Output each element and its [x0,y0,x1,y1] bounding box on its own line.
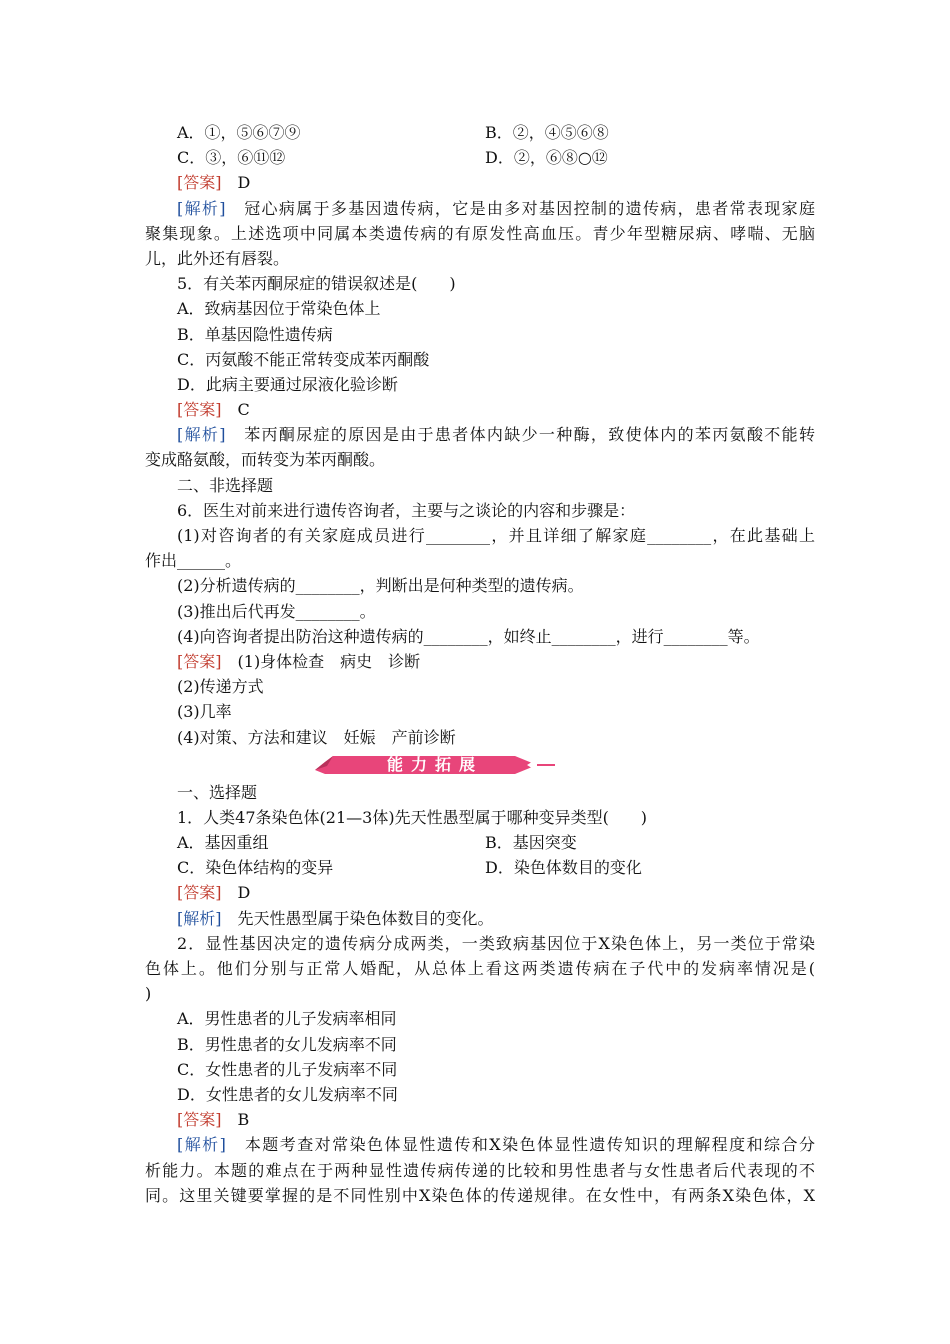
option-a: A．男性患者的儿子发病率相同 [177,1009,397,1029]
answer-line [145,397,815,422]
answer-value: C [237,400,250,420]
option-row [145,855,815,880]
answer-line: (2)传递方式 [177,677,264,697]
option-a: A．①，⑤⑥⑦⑨ [177,123,301,142]
section-title: 一、选择题 [177,782,258,802]
option-b: B．②，④⑤⑥⑧ [485,123,609,142]
analysis-line: 析能力。本题的难点在于两种显性遗传病传递的比较和男性患者与女性患者后代表现的不 [145,1160,815,1180]
question-item: (2)分析遗传病的________，判断出是何种类型的遗传病。 [177,576,584,596]
analysis-text: 本题考查对常染色体显性遗传和X染色体显性遗传知识的理解程度和综合分 [244,1135,815,1155]
question-stem: 2．显性基因决定的遗传病分成两类，一类致病基因位于X染色体上，另一类位于常染 [177,933,815,953]
analysis-tag: [解析] [177,198,226,218]
answer-line [145,170,815,195]
section-banner [145,750,815,780]
answer-tag: [答案] [177,651,222,671]
option-d: D．②，⑥⑧○⑫ [485,148,608,168]
answer-line: (3)几率 [177,702,232,722]
question-stem: 1．人类47条染色体(21—3体)先天性愚型属于哪种变异类型( ) [177,807,648,827]
answer-tag: [答案] [177,400,222,420]
banner-title: 能力拓展 [386,754,483,774]
analysis-text: 冠心病属于多基因遗传病，它是由多对基因控制的遗传病，患者常表现家庭 [244,198,815,218]
answer-value: (1)身体检查 病史 诊断 [237,651,421,671]
option-row [145,120,815,145]
option-d: D．女性患者的女儿发病率不同 [177,1084,398,1104]
analysis-line: 聚集现象。上述选项中同属本类遗传病的有原发性高血压。青少年型糖尿病、哮喘、无脑 [145,223,815,243]
analysis-line: 变成酪氨酸，而转变为苯丙酮酸。 [145,450,386,470]
answer-tag: [答案] [177,883,222,903]
option-b: B．男性患者的女儿发病率不同 [177,1034,397,1054]
option-a: A．基因重组 [177,833,269,853]
question-stem: 色体上。他们分别与正常人婚配，从总体上看这两类遗传病在子代中的发病率情况是( [145,959,815,978]
option-d: D．此病主要通过尿液化验诊断 [177,374,398,394]
answer-value: D [237,883,251,903]
option-row [145,145,815,170]
answer-value: D [237,173,251,193]
answer-tag: [答案] [177,1110,222,1130]
analysis-line [145,1132,815,1157]
analysis-tag: [解析] [177,908,222,928]
analysis-line: 儿，此外还有唇裂。 [145,248,290,268]
option-c: C．女性患者的儿子发病率不同 [177,1059,398,1079]
analysis-tag: [解析] [177,425,226,445]
option-d: D．染色体数目的变化 [485,858,642,878]
option-c: C．染色体结构的变异 [177,858,334,878]
answer-line [145,649,815,674]
answer-line [145,1107,815,1132]
analysis-text: 先天性愚型属于染色体数目的变化。 [237,908,494,928]
question-item: (3)推出后代再发________。 [177,601,376,621]
option-b: B．单基因隐性遗传病 [177,324,333,344]
banner-graphic [315,754,555,776]
question-item: (1)对咨询者的有关家庭成员进行________，并且详细了解家庭________，在此基础上 [177,526,815,545]
question-item: 作出______。 [145,551,242,571]
question-item: (4)向咨询者提出防治这种遗传病的________，如终止________，进行________等。 [177,626,760,646]
option-c: C．丙氨酸不能正常转变成苯丙酮酸 [177,349,430,369]
analysis-line [145,906,815,931]
analysis-tag: [解析] [177,1135,226,1155]
option-a: A．致病基因位于常染色体上 [177,299,381,319]
analysis-line: 同。这里关键要掌握的是不同性别中X染色体的传递规律。在女性中，有两条X染色体，X [145,1185,815,1205]
question-stem: 6．医生对前来进行遗传咨询者，主要与之谈论的内容和步骤是： [177,500,636,520]
document-page [145,120,815,1208]
answer-tag: [答案] [177,173,222,193]
option-b: B．基因突变 [485,833,577,853]
section-title: 二、非选择题 [177,475,274,495]
question-stem: 5．有关苯丙酮尿症的错误叙述是( ) [177,274,456,294]
analysis-line [145,422,815,447]
answer-line: (4)对策、方法和建议 妊娠 产前诊断 [177,727,456,747]
analysis-text: 苯丙酮尿症的原因是由于患者体内缺少一种酶，致使体内的苯丙氨酸不能转 [244,425,815,445]
option-row [145,830,815,855]
option-c: C．③，⑥⑪⑫ [177,148,286,168]
analysis-line [145,196,815,221]
question-stem: ) [145,984,152,1004]
answer-line [145,880,815,905]
answer-value: B [237,1110,250,1130]
